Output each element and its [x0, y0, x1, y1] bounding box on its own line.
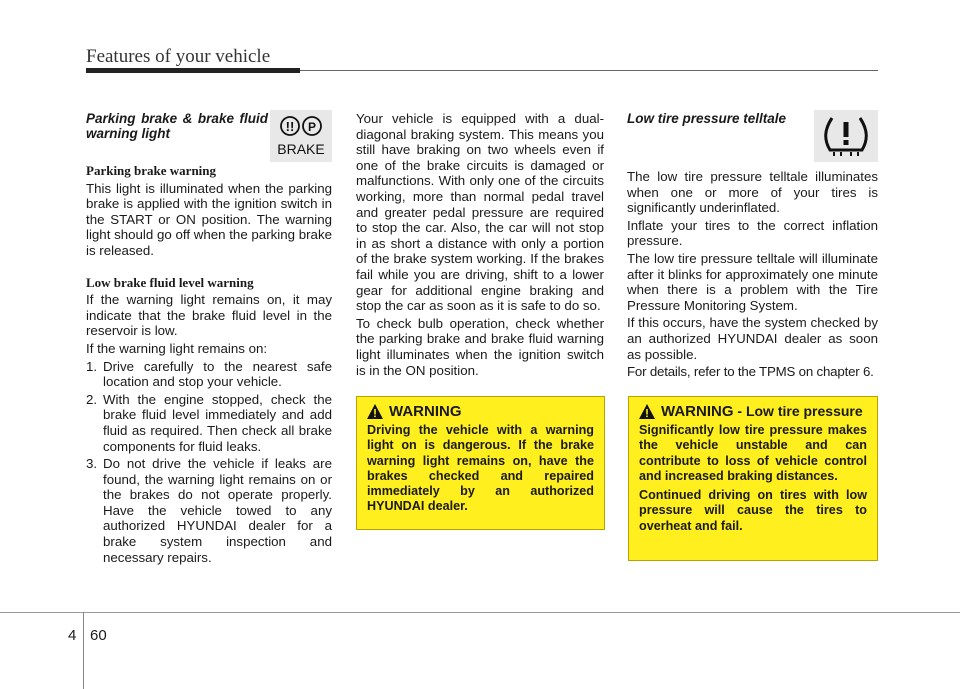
section-title: Low tire pressure telltale: [627, 111, 787, 126]
chapter-number: 4: [68, 627, 77, 644]
brake-warning-icon: [270, 110, 332, 162]
paragraph: Inflate your tires to the correct inflation pressure.: [627, 217, 878, 249]
brake-icon-label: BRAKE: [277, 141, 325, 157]
list-item: 1. Drive carefully to the nearest safe location and stop your vehicle.: [86, 358, 332, 390]
paragraph: For details, refer to the TPMS on chapter 6.: [627, 364, 874, 380]
section-heading-tire: [627, 111, 797, 169]
steps-list: [86, 359, 332, 566]
header-rule: [300, 70, 878, 71]
svg-text:!!: !!: [285, 119, 295, 134]
paragraph: The low tire pressure telltale will illuminate after it blinks for approximately one minute when there is a problem with the Tire Pressure Monitoring System.: [627, 250, 878, 313]
svg-text:P: P: [307, 120, 317, 134]
paragraph: If the warning light remains on:: [86, 340, 268, 356]
paragraph: If this occurs, have the system checked by an authorized HYUNDAI dealer as soon as possible.: [627, 315, 878, 362]
paragraph: This light is illuminated when the parking brake is applied with the ignition switch in the START or ON position. The warning light should go off when the parking brake is released.: [86, 180, 332, 258]
paragraph: To check bulb operation, check whether the parking brake and brake fluid warning light illuminates when the ignition switch is in the ON position.: [356, 315, 604, 378]
header-bar: [86, 68, 300, 73]
warning-heading: [367, 403, 594, 420]
footer-divider: [83, 612, 84, 689]
warning-heading: [639, 403, 867, 420]
warning-text: Significantly low tire pressure makes the vehicle unstable and can contribute to loss of vehicle control and increased braking distances. Continued driving on tires with low pressure will cause the tires to overheat and fail.: [639, 423, 867, 533]
section-title: Parking brake & brake fluid warning light: [86, 111, 268, 141]
list-item: 2. With the engine stopped, check the brake fluid level immediately and add fluid as required. Then check all brake components for fluid leaks.: [86, 391, 332, 454]
subheading-parking-brake-warning: Parking brake warning: [86, 163, 217, 178]
paragraph: If the warning light remains on, it may indicate that the brake fluid level in the reservoir is low.: [86, 292, 332, 339]
warning-title: WARNING: [389, 403, 462, 420]
warning-title: WARNING: [661, 403, 734, 420]
section-heading-brake: [86, 111, 268, 163]
warning-subtitle: - Low tire pressure: [733, 403, 863, 419]
warning-triangle-icon: [367, 404, 383, 419]
warning-text: Driving the vehicle with a warning light on is dangerous. If the brake warning light remains on, have the brakes checked and repaired immediately by an authorized HYUNDAI dealer.: [367, 423, 594, 514]
list-item: 3. Do not drive the vehicle if leaks are found, the warning light remains on or the brakes do not operate properly. Have the vehicle towed to any authorized HYUNDAI dealer for a brake system inspection and necessary repairs.: [86, 456, 332, 565]
page-header-title: Features of your vehicle: [86, 46, 271, 67]
column-middle: [356, 111, 604, 380]
warning-box-brake: [356, 396, 605, 530]
tire-pressure-icon: [814, 110, 878, 162]
paragraph: Your vehicle is equipped with a dual-diagonal braking system. This means you still have braking on two wheels even if one of the brake circuits is damaged or malfunctions. With only one of the circuits working, more than normal pedal travel and greater pedal pressure are required to stop the car. Also, the car will not stop in as short a distance with only a portion of the brake system working. If the brakes fail while you are driving, shift to a lower gear for additional engine braking and stop the car as soon as it is safe to do so.: [356, 111, 604, 314]
footer-rule: [0, 612, 960, 613]
page-number: 60: [90, 627, 107, 644]
warning-box-tire: [628, 396, 878, 561]
subheading-low-brake-fluid: Low brake fluid level warning: [86, 274, 254, 290]
paragraph: The low tire pressure telltale illuminates when one or more of your tires is significantly underinflated.: [627, 169, 878, 216]
column-left: [86, 111, 332, 567]
warning-triangle-icon: [639, 404, 655, 419]
